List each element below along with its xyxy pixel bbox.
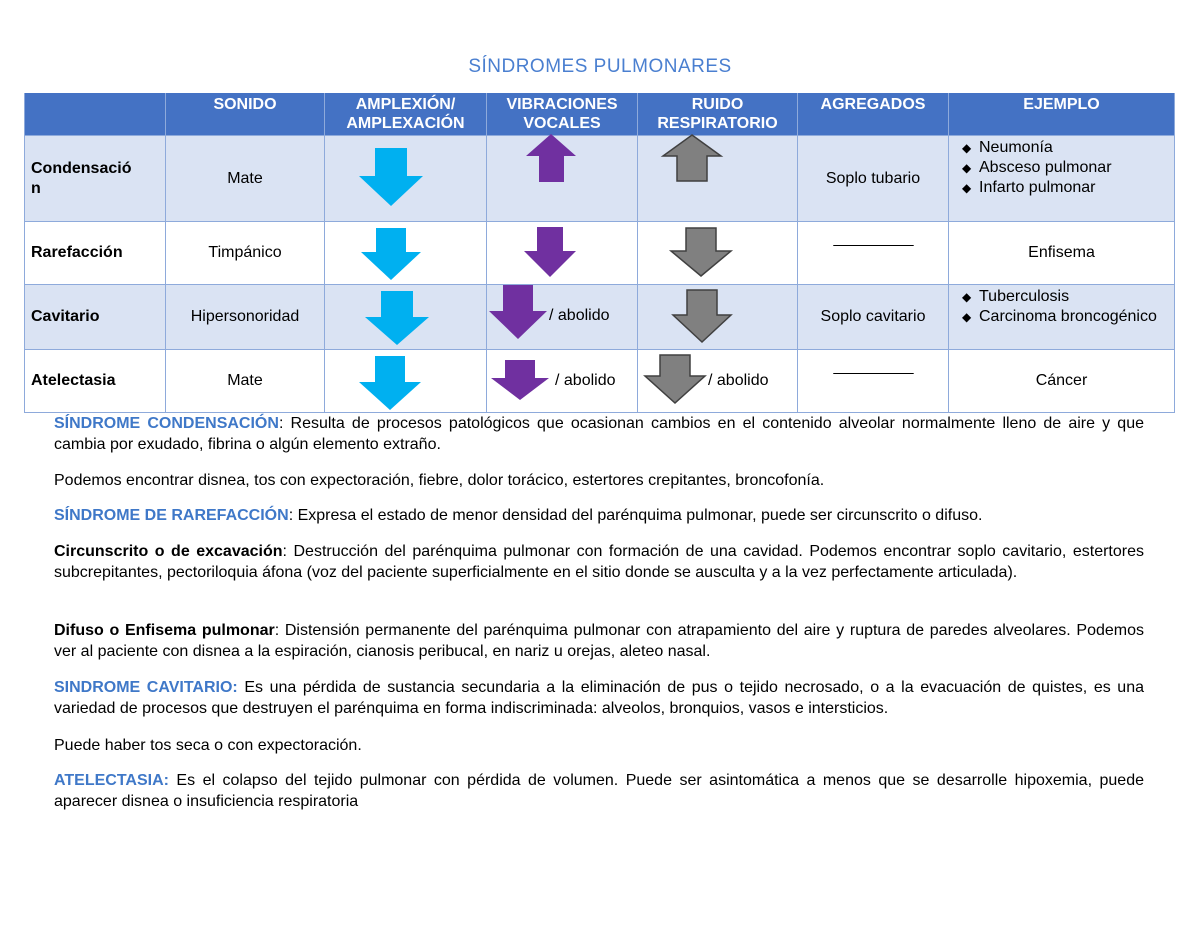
arrow-down-icon — [491, 360, 549, 400]
section-label: Difuso o Enfisema pulmonar — [54, 622, 275, 639]
diamond-bullet-icon: ◆ — [962, 310, 972, 324]
arrow-up-icon — [526, 134, 576, 182]
page-title: SÍNDROMES PULMONARES — [468, 56, 732, 77]
syndrome-name: Cavitario — [25, 285, 166, 350]
syndrome-name: Rarefacción — [25, 222, 166, 285]
empty-dash: __________ — [833, 358, 913, 375]
ruido-cell — [638, 136, 798, 222]
arrow-shape — [359, 356, 421, 410]
agregados-cell: Soplo cavitario — [798, 285, 949, 350]
abolido-note: / abolido — [555, 372, 616, 389]
vibraciones-cell — [487, 222, 638, 285]
paragraph-circunscrito — [54, 541, 1144, 583]
syndrome-name: Atelectasia — [25, 350, 166, 413]
paragraph-text: : Resulta de procesos patológicos que ocasionan cambios en el contenido alveolar normalmente lleno de aire y que cambia por exudado, fibrina o algún elemento extraño. — [54, 415, 1145, 453]
paragraph-text: : Expresa el estado de menor densidad del parénquima pulmonar, puede ser circunscrito o difuso. — [288, 507, 983, 524]
arrow-shape — [365, 291, 429, 345]
example-cell — [949, 285, 1175, 350]
paragraph-condensacion — [54, 413, 1144, 455]
arrow-down-icon — [365, 291, 429, 345]
diamond-bullet-icon: ◆ — [962, 290, 972, 304]
section-label: ATELECTASIA: — [54, 772, 169, 789]
header-row — [25, 93, 1175, 136]
paragraph-text: : Distensión permanente del parénquima pulmonar con atrapamiento del aire y ruptura de paredes alveolares. Podemos ver al paciente con disnea a la espiración, cianosis peribucal, en nariz u orejas, aleteo nasal. — [54, 622, 1144, 660]
paragraph-condensacion-signs — [54, 470, 1144, 491]
paragraph-text: Podemos encontrar disnea, tos con expectoración, fiebre, dolor torácico, estertores crepitantes, broncofonía. — [54, 472, 825, 489]
paragraph-text: : Destrucción del parénquima pulmonar con formación de una cavidad. Podemos encontrar soplo cavitario, estertores subcrepitantes, pectoriloquia áfona (voz del paciente superficialmente en el sitio donde se ausculta y a la vez perfectamente articulada). — [54, 543, 1144, 581]
arrow-down-icon — [524, 227, 576, 277]
sound-cell: Hipersonoridad — [166, 285, 325, 350]
abolido-note: / abolido — [708, 372, 769, 389]
arrow-shape — [489, 285, 547, 339]
header-agregados: AGREGADOS — [798, 93, 949, 136]
arrow-down-icon — [672, 289, 732, 343]
vibraciones-cell — [487, 350, 638, 413]
arrow-down-icon — [489, 285, 547, 339]
arrow-shape — [663, 135, 721, 181]
ruido-cell — [638, 350, 798, 413]
amplexion-cell — [325, 285, 487, 350]
paragraph-cavitario-tos — [54, 735, 1144, 756]
agregados-cell: Soplo tubario — [798, 136, 949, 222]
header-empty — [25, 93, 166, 136]
header-ruido: RUIDO RESPIRATORIO — [638, 93, 798, 136]
paragraph-atelectasia — [54, 770, 1144, 812]
example-cell: Enfisema — [949, 222, 1175, 285]
example-cell: Cáncer — [949, 350, 1175, 413]
section-label: SINDROME CAVITARIO: — [54, 679, 238, 696]
abolido-note: / abolido — [549, 307, 610, 324]
section-label: SÍNDROME CONDENSACIÓN — [54, 415, 279, 432]
syndrome-name — [25, 136, 166, 222]
header-amplexion: AMPLEXIÓN/ AMPLEXACIÓN — [325, 93, 487, 136]
arrow-down-icon — [359, 148, 423, 206]
syndromes-table — [24, 93, 1175, 413]
list-item: ◆ Neumonía — [962, 139, 1053, 156]
arrow-down-icon — [670, 227, 732, 277]
example-list — [955, 138, 1168, 198]
header-sonido: SONIDO — [166, 93, 325, 136]
syndrome-name-text: Condensación — [31, 159, 132, 197]
table-row — [25, 285, 1175, 350]
arrow-shape — [491, 360, 549, 400]
arrow-down-icon — [361, 228, 421, 280]
arrow-shape — [673, 290, 731, 342]
sound-cell: Mate — [166, 350, 325, 413]
amplexion-cell — [325, 222, 487, 285]
paragraph-text: Es una pérdida de sustancia secundaria a la eliminación de pus o tejido necrosado, o a la evacuación de quistes, es una variedad de procesos que destruyen el parénquima en forma indiscriminada: alveolos, bronquios, vasos e intersticios. — [54, 679, 1144, 717]
agregados-cell — [798, 222, 949, 285]
sound-cell: Timpánico — [166, 222, 325, 285]
arrow-shape — [359, 148, 423, 206]
amplexion-cell — [325, 350, 487, 413]
section-label: Circunscrito o de excavación — [54, 543, 283, 560]
paragraph-text: Puede haber tos seca o con expectoración. — [54, 737, 362, 754]
arrow-shape — [526, 134, 576, 182]
arrow-down-icon — [644, 354, 706, 404]
table-row — [25, 136, 1175, 222]
sound-cell: Mate — [166, 136, 325, 222]
ruido-cell — [638, 222, 798, 285]
list-item: ◆ Carcinoma broncogénico — [962, 308, 1157, 325]
empty-dash: __________ — [833, 230, 913, 247]
arrow-shape — [524, 227, 576, 277]
diamond-bullet-icon: ◆ — [962, 161, 972, 175]
list-item: ◆ Tuberculosis — [962, 288, 1070, 305]
vibraciones-cell — [487, 136, 638, 222]
paragraph-cavitario — [54, 677, 1144, 719]
arrow-shape — [361, 228, 421, 280]
arrow-down-icon — [359, 356, 421, 410]
table-row — [25, 350, 1175, 413]
header-vibraciones: VIBRACIONES VOCALES — [487, 93, 638, 136]
paragraph-text: Es el colapso del tejido pulmonar con pérdida de volumen. Puede ser asintomática a menos que se desarrolle hipoxemia, puede aparecer disnea o insuficiencia respiratoria — [54, 772, 1144, 810]
arrow-shape — [645, 355, 705, 403]
section-label: SÍNDROME DE RAREFACCIÓN — [54, 507, 289, 524]
ruido-cell — [638, 285, 798, 350]
arrow-shape — [671, 228, 731, 276]
vibraciones-cell — [487, 285, 638, 350]
table-row — [25, 222, 1175, 285]
list-item: ◆ Absceso pulmonar — [962, 159, 1112, 176]
paragraph-rarefaccion — [54, 505, 1144, 526]
amplexion-cell — [325, 136, 487, 222]
list-item: ◆ Infarto pulmonar — [962, 179, 1096, 196]
agregados-cell — [798, 350, 949, 413]
example-cell — [949, 136, 1175, 222]
example-list — [955, 287, 1168, 327]
header-ejemplo: EJEMPLO — [949, 93, 1175, 136]
diamond-bullet-icon: ◆ — [962, 181, 972, 195]
paragraph-difuso — [54, 620, 1144, 662]
diamond-bullet-icon: ◆ — [962, 141, 972, 155]
arrow-up-icon — [662, 134, 722, 182]
